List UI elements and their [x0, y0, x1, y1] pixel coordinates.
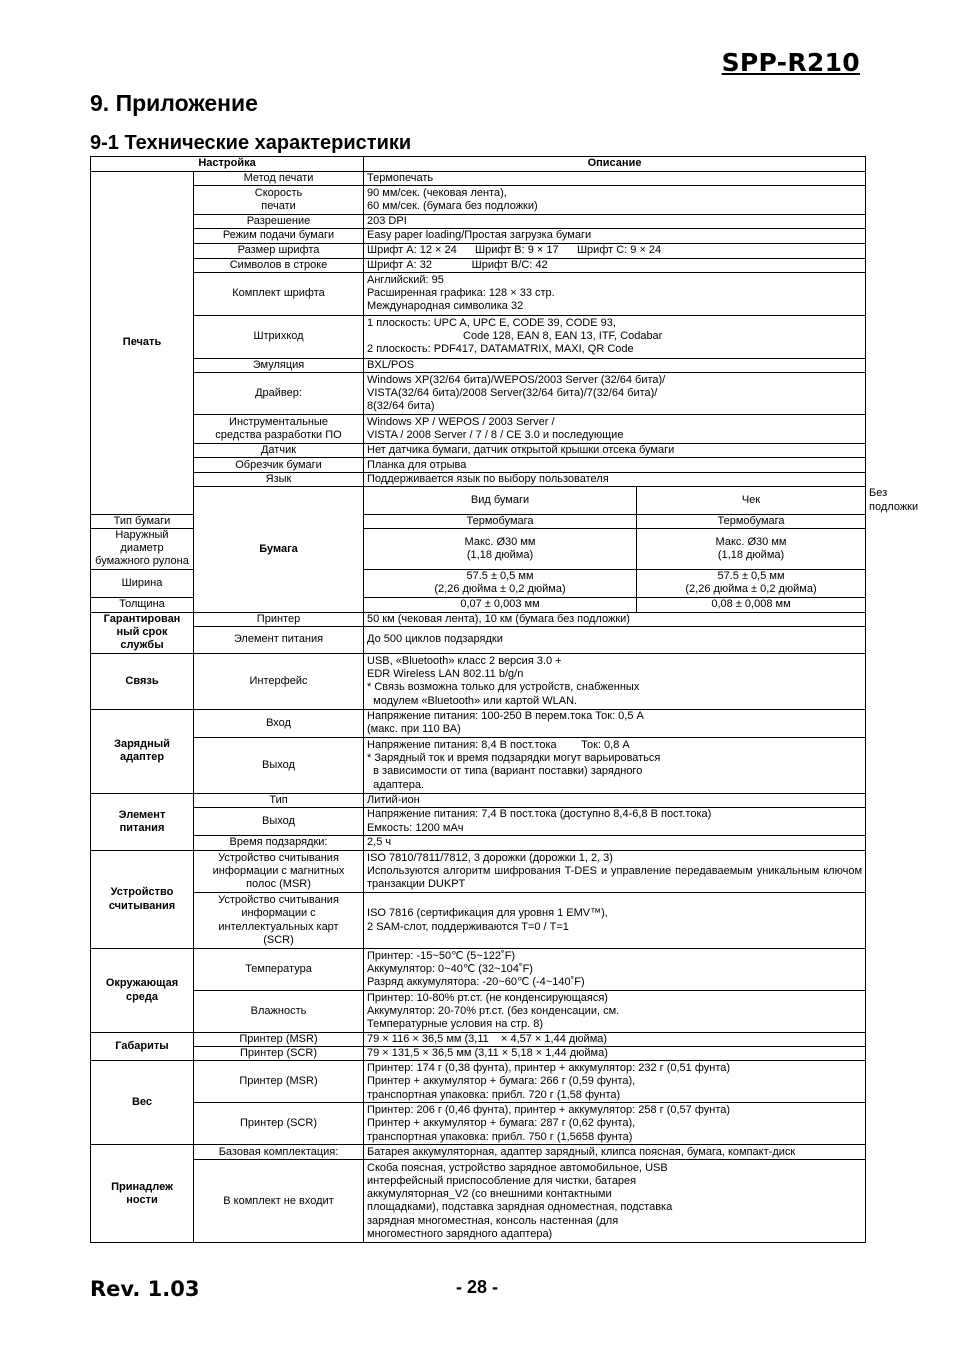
param-label: Символов в строке [194, 258, 364, 272]
category-weight: Вес [91, 1061, 194, 1145]
param-label: Разрешение [194, 215, 364, 229]
table-row [91, 612, 866, 626]
param-label: Выход [194, 808, 364, 836]
param-label: Толщина [91, 597, 194, 612]
param-value: Принтер: 206 г (0,46 фунта), принтер + аккумулятор: 258 г (0,57 фунта) Принтер + аккумулятор + бумага: 287 г (0,62 фунта), транспортная упаковка: прибл. 750 г (1,5658 фунта) [364, 1103, 866, 1145]
page-number: - 28 - [455, 1277, 498, 1297]
param-value: Напряжение питания: 100-250 В перем.тока Ток: 0,5 А (макс. при 110 ВА) [364, 709, 866, 737]
param-value: Напряжение питания: 7,4 В пост.тока (доступно 8,4-6,8 В пост.тока) Емкость: 1200 мАч [364, 808, 866, 836]
param-label: Штрихкод [194, 315, 364, 358]
param-label: Размер шрифта [194, 243, 364, 258]
param-value: 203 DPI [364, 215, 866, 229]
param-label: В комплект не входит [194, 1160, 364, 1243]
param-value: Easy paper loading/Простая загрузка бумаги [364, 229, 866, 243]
param-label: Обрезчик бумаги [194, 458, 364, 473]
category-reader: Устройство считывания [91, 851, 194, 949]
param-label: Принтер (MSR) [194, 1061, 364, 1103]
spec-table [90, 156, 919, 1243]
category-charger: Зарядный адаптер [91, 709, 194, 793]
param-label: Элемент питания [194, 626, 364, 653]
table-row [91, 458, 866, 473]
table-row [91, 215, 866, 229]
category-paper: Бумага [194, 487, 364, 612]
table-row [91, 358, 866, 372]
table-row [91, 1033, 866, 1047]
param-value [364, 315, 866, 358]
param-value: USB, «Bluetooth» класс 2 версия 3.0 + EDR Wireless LAN 802.11 b/g/n * Связь возможна только для устройств, снабженных модулем «Bluetooth» или картой WLAN. [364, 653, 866, 709]
param-value: 79 × 116 × 36,5 мм (3,11 × 4,57 × 1,44 дюйма) [364, 1033, 866, 1047]
table-row [91, 415, 866, 444]
param-value: Windows XP(32/64 бита)/WEPOS/2003 Server (32/64 бита)/ VISTA(32/64 бита)/2008 Server(32/64 бита)/7(32/64 бита)/ 8(32/64 бита) [364, 373, 866, 415]
param-label: Время подзарядки: [194, 836, 364, 851]
param-label: Интерфейс [194, 653, 364, 709]
table-row [91, 186, 866, 215]
param-label: Метод печати [194, 172, 364, 186]
table-row: Бумага Вид бумаги Чек Без подложки [91, 487, 866, 514]
table-row [91, 444, 866, 458]
param-value: Windows XP / WEPOS / 2003 Server / VISTA / 2008 Server / 7 / 8 / CE 3.0 и последующие [364, 415, 866, 444]
param-label: Устройство считывания информации с магнитных полос (MSR) [194, 851, 364, 893]
table-row [91, 709, 866, 737]
param-label: Скорость печати [194, 186, 364, 215]
param-value: 2,5 ч [364, 836, 866, 851]
param-label: Принтер (MSR) [194, 1033, 364, 1047]
table-row [91, 1160, 866, 1243]
table-row [91, 626, 866, 653]
param-label: Язык [194, 473, 364, 487]
table-row [91, 1145, 866, 1160]
param-label: Тип бумаги [91, 514, 194, 528]
param-label: Выход [194, 737, 364, 793]
param-value: Батарея аккумуляторная, адаптер зарядный, клипса поясная, бумага, компакт-диск [364, 1145, 866, 1160]
param-label: Ширина [91, 569, 194, 597]
table-row [91, 653, 866, 709]
param-value: Планка для отрыва [364, 458, 866, 473]
subsection-title: 9-1 Технические характеристики [90, 132, 412, 154]
category-environment: Окружающая среда [91, 949, 194, 1033]
param-value: Напряжение питания: 8,4 В пост.тока Ток: 0,8 А * Зарядный ток и время подзарядки могут варьироваться в зависимости от типа (вариант поставки) зарядного адаптера. [364, 737, 866, 793]
receipt-value: 0,07 ± 0,003 мм [364, 597, 637, 612]
param-label: Режим подачи бумаги [194, 229, 364, 243]
param-value: Скоба поясная, устройство зарядное автомобильное, USB интерфейсный приспособление для чистки, батарея аккумуляторная_V2 (со внешними контактными площадками), подставка зарядная одноместная, подставка зарядная многоместная, консоль настенная (для многоместного зарядного адаптера) [364, 1160, 866, 1243]
param-value: До 500 циклов подзарядки [364, 626, 866, 653]
table-row [91, 793, 866, 807]
param-value: Английский: 95 Расширенная графика: 128 × 33 стр. Международная символика 32 [364, 272, 866, 315]
barcode-line-3: 2 плоскость: PDF417, DATAMATRIX, MAXI, QR Code [367, 343, 634, 356]
param-value: Литий-ион [364, 793, 866, 807]
category-accessories: Принадлеж ности [91, 1145, 194, 1243]
param-label: Эмуляция [194, 358, 364, 372]
column-header-desc: Описание [364, 157, 866, 172]
param-value: Нет датчика бумаги, датчик открытой крышки отсека бумаги [364, 444, 866, 458]
param-value: Поддерживается язык по выбору пользователя [364, 473, 866, 487]
param-label: Устройство считывания информации с интеллектуальных карт (SCR) [194, 893, 364, 949]
param-label: Принтер (SCR) [194, 1103, 364, 1145]
table-row [91, 851, 866, 893]
table-row [91, 1103, 866, 1145]
param-value: Шрифт А: 32 Шрифт В/С: 42 [364, 258, 866, 272]
param-label: Комплект шрифта [194, 272, 364, 315]
param-value: 79 × 131,5 × 36,5 мм (3,11 × 5,18 × 1,44 дюйма) [364, 1047, 866, 1061]
column-header-param: Настройка [91, 157, 364, 172]
table-row [91, 272, 866, 315]
category-comm: Связь [91, 653, 194, 709]
param-value: ISO 7816 (сертификация для уровня 1 EMV™), 2 SAM-слот, поддерживаются Т=0 / Т=1 [364, 893, 866, 949]
section-title: 9. Приложение [90, 90, 258, 116]
table-header-row [91, 157, 866, 172]
table-row [91, 836, 866, 851]
table-row [91, 808, 866, 836]
param-label: Температура [194, 949, 364, 991]
table-row [91, 258, 866, 272]
param-value: Принтер: 174 г (0,38 фунта), принтер + аккумулятор: 232 г (0,51 фунта) Принтер + аккумулятор + бумага: 266 г (0,59 фунта), транспортная упаковка: прибл. 720 г (1,58 фунта) [364, 1061, 866, 1103]
receipt-value: 57.5 ± 0,5 мм (2,26 дюйма ± 0,2 дюйма) [364, 569, 637, 597]
linerless-value: 0,08 ± 0,008 мм [637, 597, 866, 612]
table-row [91, 229, 866, 243]
table-row [91, 315, 866, 358]
param-value: BXL/POS [364, 358, 866, 372]
param-label: Вид бумаги [364, 487, 637, 514]
param-value: 90 мм/сек. (чековая лента), 60 мм/сек. (бумага без подложки) [364, 186, 866, 215]
param-label: Принтер (SCR) [194, 1047, 364, 1061]
table-row [91, 949, 866, 991]
table-row [91, 1047, 866, 1061]
param-label: Тип [194, 793, 364, 807]
receipt-value: Макс. Ø30 мм (1,18 дюйма) [364, 529, 637, 570]
param-label: Инструментальные средства разработки ПО [194, 415, 364, 444]
param-label: Принтер [194, 612, 364, 626]
receipt-value: Чек [637, 487, 866, 514]
linerless-value: Термобумага [637, 514, 866, 528]
param-label: Вход [194, 709, 364, 737]
table-row [91, 991, 866, 1033]
category-warranty: Гарантирован ный срок службы [91, 612, 194, 653]
param-value: 50 км (чековая лента), 10 км (бумага без подложки) [364, 612, 866, 626]
barcode-line-1: 1 плоскость: UPC A, UPC E, CODE 39, CODE 93, [367, 317, 616, 329]
table-row [91, 893, 866, 949]
category-dimensions: Габариты [91, 1033, 194, 1061]
param-value: Принтер: -15~50℃ (5~122˚F) Аккумулятор: 0~40℃ (32~104˚F) Разряд аккумулятора: -20~60℃ (-4~140˚F) [364, 949, 866, 991]
param-label: Драйвер: [194, 373, 364, 415]
model-name: SPP-R210 [721, 48, 860, 77]
category-print: Печать [91, 172, 194, 515]
revision-label: Rev. 1.03 [90, 1277, 200, 1301]
param-label: Датчик [194, 444, 364, 458]
table-row [91, 1061, 866, 1103]
param-value: Термопечать [364, 172, 866, 186]
receipt-value: Термобумага [364, 514, 637, 528]
param-label: Базовая комплектация: [194, 1145, 364, 1160]
linerless-value: Макс. Ø30 мм (1,18 дюйма) [637, 529, 866, 570]
barcode-line-2: Code 128, EAN 8, EAN 13, ITF, Codabar [463, 330, 663, 343]
param-value: Принтер: 10-80% рт.ст. (не конденсирующаяся) Аккумулятор: 20-70% рт.ст. (без конденсации, см. Температурные условия на стр. 8) [364, 991, 866, 1033]
table-row [91, 737, 866, 793]
category-battery: Элемент питания [91, 793, 194, 850]
table-row [91, 473, 866, 487]
param-value: ISO 7810/7811/7812, 3 дорожки (дорожки 1, 2, 3) Используются алгоритм шифрования T-DES и управление передаваемым уникальным ключом транзакции DUKPT [364, 851, 866, 893]
param-label: Влажность [194, 991, 364, 1033]
linerless-value: 57.5 ± 0,5 мм (2,26 дюйма ± 0,2 дюйма) [637, 569, 866, 597]
table-row [91, 172, 866, 186]
param-label: Наружный диаметр бумажного рулона [91, 529, 194, 570]
table-row [91, 243, 866, 258]
table-row [91, 373, 866, 415]
param-value: Шрифт А: 12 × 24 Шрифт В: 9 × 17 Шрифт С: 9 × 24 [364, 243, 866, 258]
